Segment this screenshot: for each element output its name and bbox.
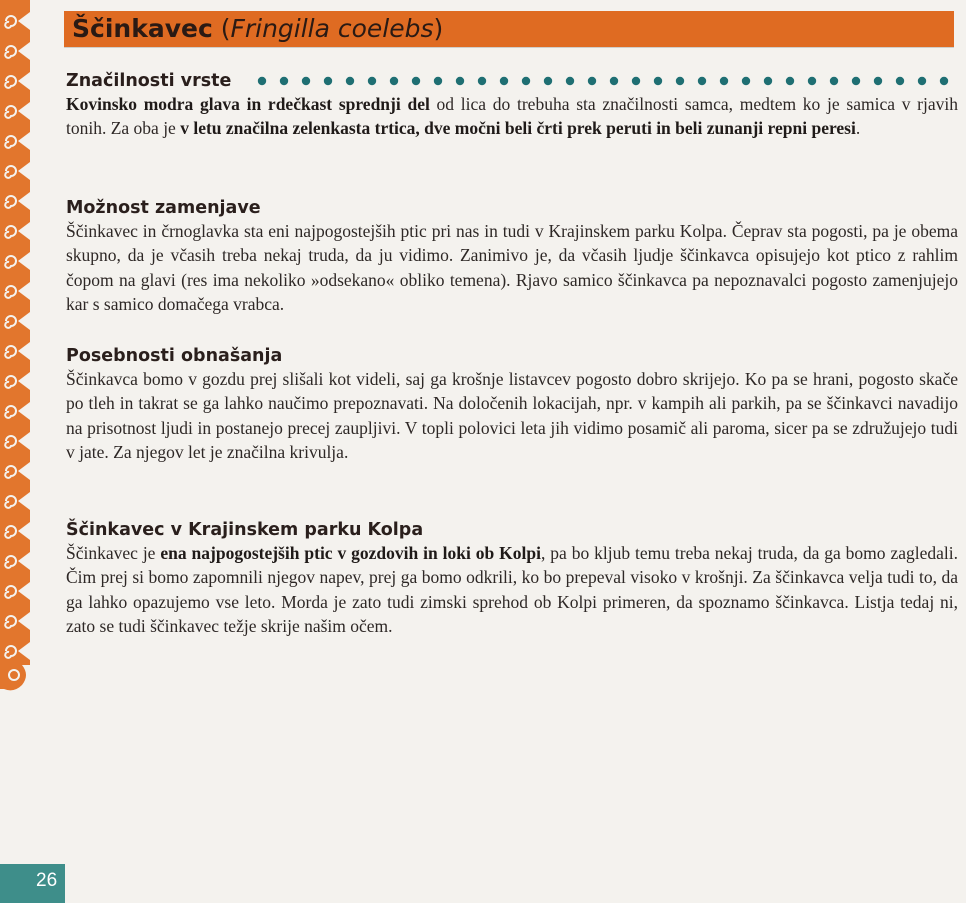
dot (918, 77, 926, 85)
border-curl (5, 106, 16, 118)
border-curl (5, 316, 16, 328)
dot (720, 77, 728, 85)
section-body (66, 219, 958, 316)
section-body (66, 541, 958, 638)
border-curl (5, 76, 16, 88)
dot (830, 77, 838, 85)
dot (258, 77, 266, 85)
dot (852, 77, 860, 85)
border-curl (5, 586, 16, 598)
border-notch (18, 282, 30, 300)
dot (500, 77, 508, 85)
text-run: Ščinkavca bomo v gozdu prej slišali kot videli, saj ga krošnje listavcev pogosto dobro skrijejo. Ko pa se hrani, pogosto skače po tleh in takrat se ga lahko naučimo prepoznavati. Na določenih lokacijah, npr. v kampih ali parkih, pa se ščinkavci navadijo na prisotnost ljudi in postanejo precej zaupljivi. V topli polovici leta jih vidimo posamič ali paroma, sicer pa se združujejo tudi v jate. Za njegov let je značilna krivulja. (66, 369, 958, 462)
border-curl (5, 646, 16, 658)
dot (346, 77, 354, 85)
border-curl (5, 376, 16, 388)
border-curl (5, 496, 16, 508)
dot (434, 77, 442, 85)
dot (588, 77, 596, 85)
section-body (66, 367, 958, 464)
border-notch (18, 642, 30, 660)
border-notch (18, 552, 30, 570)
title-open-paren: ( (212, 14, 231, 43)
dot (808, 77, 816, 85)
dot (874, 77, 882, 85)
border-curl (5, 436, 16, 448)
dot (478, 77, 486, 85)
text-run: , pa bo kljub temu treba nekaj truda, da ga bomo zagledali. Čim prej si bomo zapomnili njegov napev, prej ga bomo odkrili, ko bo prepeval visoko v krošnji. Za ščinkavca velja tudi to, da ga lahko opazujemo vse leto. Morda je zato tudi zimski sprehod ob Kolpi primeren, da spoznamo ščinkavca. Listja tedaj ni, zato se tudi ščinkavec težje skrije našim očem. (66, 543, 958, 636)
dot (390, 77, 398, 85)
border-curl (5, 346, 16, 358)
border-end-icon (0, 665, 30, 695)
dot (764, 77, 772, 85)
dot (412, 77, 420, 85)
border-notch (18, 102, 30, 120)
border-curl (5, 46, 16, 58)
section-heading: Značilnosti vrste (66, 71, 232, 91)
section-heading: Posebnosti obnašanja (66, 346, 283, 366)
border-curl (5, 16, 16, 28)
border-curl (5, 166, 16, 178)
bold-text-run: v letu značilna zelenkasta trtica, dve močni beli črti prek peruti in beli zunanji repni peresi (180, 118, 856, 139)
title-close-paren: ) (433, 14, 444, 43)
border-notch (18, 372, 30, 390)
common-name: Ščinkavec (72, 14, 213, 43)
border-notch (18, 522, 30, 540)
border-curl (5, 226, 16, 238)
border-notch (18, 492, 30, 510)
border-notch (18, 432, 30, 450)
title-banner (64, 11, 954, 47)
border-curl (5, 286, 16, 298)
border-notch (18, 462, 30, 480)
section-confusion (66, 197, 956, 316)
page-number-box (0, 864, 65, 903)
dot (566, 77, 574, 85)
text-run: . (855, 118, 861, 139)
section-body (66, 92, 958, 141)
bold-text-run: Kovinsko modra glava in rdečkast sprednji del (66, 94, 430, 114)
border-notch (18, 612, 30, 630)
wave-scroll-pattern-icon (0, 0, 30, 665)
text-run: Ščinkavec in črnoglavka sta eni najpogostejših ptic pri nas in tudi v Krajinskem parku Kolpa. Čeprav sta pogosti, pa je obema skupno, da je včasih treba nekaj truda, da ju vidimo. Zanimivo je, da včasih ljudje ščinkavca opisujejo kot ptico z rahlim čopom na glavi (res ima nekoliko »odsekano« obliko temena). Rjavo samico ščinkavca pa nepoznavalci pogosto zamenjujejo kar s samico domačega vrabca. (66, 221, 958, 314)
border-curl (5, 616, 16, 628)
dot (610, 77, 618, 85)
border-notch (18, 402, 30, 420)
dot (742, 77, 750, 85)
page-title (72, 13, 443, 45)
latin-name: Fringilla coelebs (230, 14, 434, 43)
dot (896, 77, 904, 85)
border-notch (18, 342, 30, 360)
border-curl (5, 406, 16, 418)
dot (544, 77, 552, 85)
dot-leader-icon (257, 74, 957, 88)
dot (940, 77, 948, 85)
dot (456, 77, 464, 85)
section-heading: Možnost zamenjave (66, 198, 261, 218)
dot (698, 77, 706, 85)
border-notch (18, 12, 30, 30)
dot (522, 77, 530, 85)
dot (324, 77, 332, 85)
border-curl (5, 466, 16, 478)
border-curl (5, 196, 16, 208)
section-heading: Ščinkavec v Krajinskem parku Kolpa (66, 520, 424, 540)
border-notch (18, 192, 30, 210)
border-notch (18, 162, 30, 180)
border-curl (5, 136, 16, 148)
dot (786, 77, 794, 85)
dot (632, 77, 640, 85)
text-run: od lica do trebuha sta značilnosti samca, medtem ko je samica v rjavih tonih. Za oba je (66, 94, 958, 139)
border-curl (5, 526, 16, 538)
border-notch (18, 312, 30, 330)
section-kolpa-park (66, 519, 956, 638)
section-characteristics (66, 70, 956, 141)
section-behaviour (66, 345, 956, 464)
border-notch (18, 72, 30, 90)
dot (654, 77, 662, 85)
border-curl (5, 556, 16, 568)
dot (280, 77, 288, 85)
page-number: 26 (36, 870, 58, 891)
dot (302, 77, 310, 85)
border-notch (18, 132, 30, 150)
bold-text-run: ena najpogostejših ptic v gozdovih in loki ob Kolpi (160, 543, 541, 563)
border-curl (5, 256, 16, 268)
text-run: Ščinkavec je (66, 543, 161, 563)
border-notch (18, 222, 30, 240)
dot (676, 77, 684, 85)
dot (368, 77, 376, 85)
border-notch (18, 252, 30, 270)
border-notch (18, 42, 30, 60)
decorative-border (0, 0, 30, 665)
border-notch (18, 582, 30, 600)
